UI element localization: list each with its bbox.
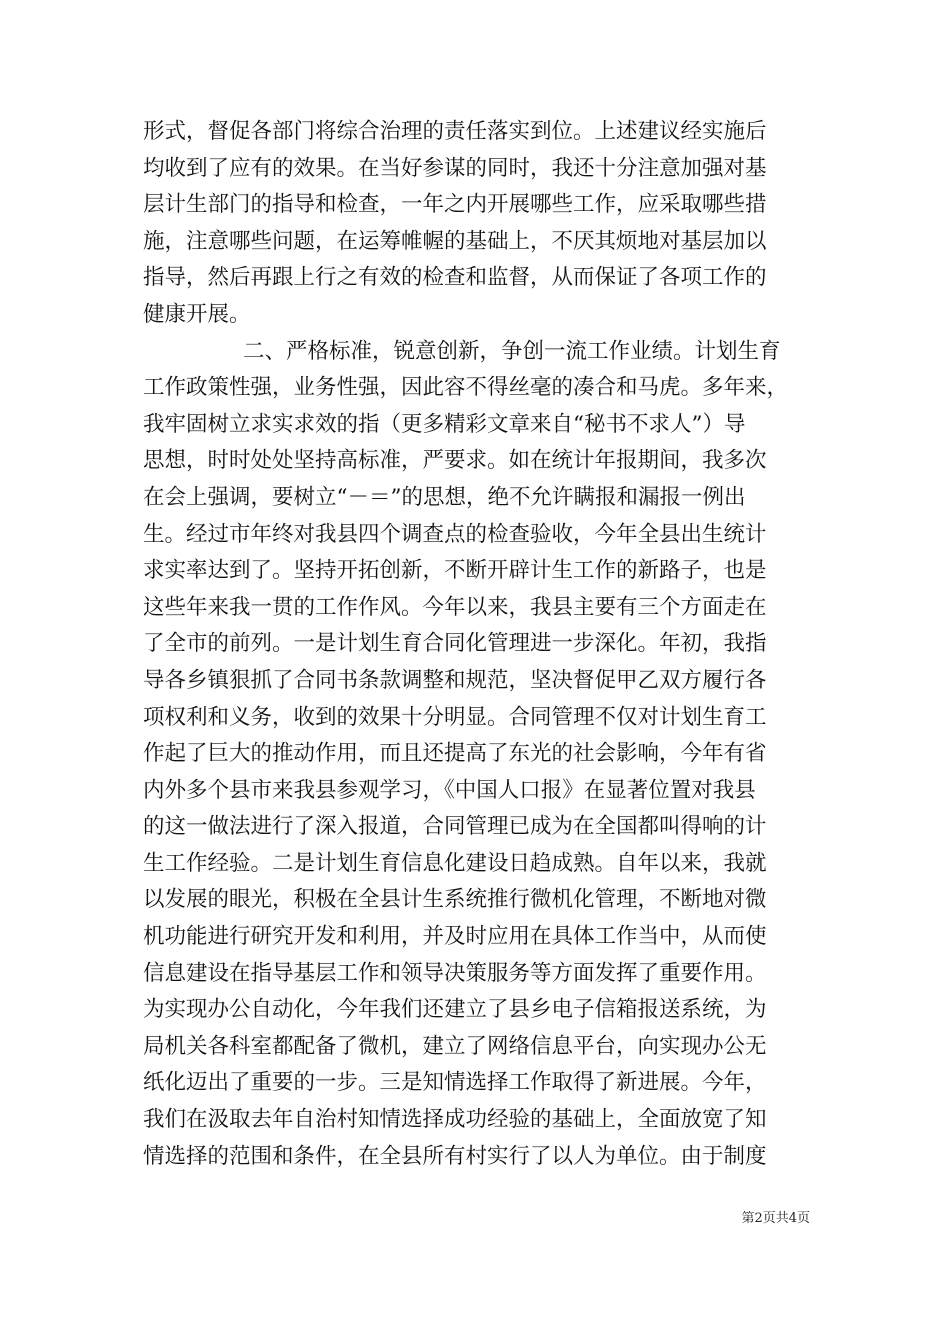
text-line: 机功能进行研究开发和利用，并及时应用在具体工作当中，从而使: [143, 924, 767, 950]
text-line: 作起了巨大的推动作用，而且还提高了东光的社会影响，今年有省: [143, 741, 767, 767]
text-line: 了全市的前列。一是计划生育合同化管理进一步深化。年初，我指: [143, 631, 767, 657]
text-line: 这些年来我一贯的工作作风。今年以来，我县主要有三个方面走在: [143, 594, 767, 620]
text-line: 生工作经验。二是计划生育信息化建设日趋成熟。自年以来，我就: [143, 850, 767, 876]
text-line: 信息建设在指导基层工作和领导决策服务等方面发挥了重要作用。: [143, 960, 767, 986]
text-line: 生。经过市年终对我县四个调查点的检查验收，今年全县出生统计: [143, 521, 767, 547]
text-line: 我们在汲取去年自治村知情选择成功经验的基础上，全面放宽了知: [143, 1107, 767, 1133]
text-line: 我牢固树立求实求效的指（更多精彩文章来自“秘书不求人”）导: [143, 411, 746, 437]
text-line: 导各乡镇狠抓了合同书条款调整和规范，坚决督促甲乙双方履行各: [143, 667, 767, 693]
text-line: 指导，然后再跟上行之有效的检查和监督，从而保证了各项工作的: [143, 265, 767, 291]
text-line: 在会上强调，要树立“－＝”的思想，绝不允许瞒报和漏报一例出: [143, 484, 746, 510]
text-line: 内外多个县市来我县参观学习，《中国人口报》在显著位置对我县: [143, 777, 756, 803]
text-line: 情选择的范围和条件，在全县所有村实行了以人为单位。由于制度: [143, 1143, 767, 1169]
page-number-footer: 第2页共4页: [741, 1211, 810, 1226]
text-line: 的这一做法进行了深入报道，合同管理已成为在全国都叫得响的计: [143, 814, 767, 840]
text-line: 纸化迈出了重要的一步。三是知情选择工作取得了新进展。今年，: [143, 1070, 767, 1096]
text-line: 思想，时时处处坚持高标准，严要求。如在统计年报期间，我多次: [143, 448, 767, 474]
text-line: 施，注意哪些问题，在运筹帷幄的基础上，不厌其烦地对基层加以: [143, 228, 767, 254]
text-line: 局机关各科室都配备了微机，建立了网络信息平台，向实现办公无: [143, 1033, 767, 1059]
text-line: 求实率达到了。坚持开拓创新，不断开辟计生工作的新路子，也是: [143, 558, 767, 584]
text-line: 健康开展。: [143, 301, 251, 327]
text-line: 为实现办公自动化，今年我们还建立了县乡电子信箱报送系统，为: [143, 997, 767, 1023]
text-line: 以发展的眼光，积极在全县计生系统推行微机化管理，不断地对微: [143, 887, 767, 913]
text-line: 均收到了应有的效果。在当好参谋的同时，我还十分注意加强对基: [143, 155, 767, 181]
document-body: [143, 114, 813, 1175]
text-line: 形式，督促各部门将综合治理的责任落实到位。上述建议经实施后: [143, 119, 767, 144]
text-line: 工作政策性强，业务性强，因此容不得丝毫的凑合和马虎。多年来，: [143, 375, 789, 401]
text-line: 层计生部门的指导和检查，一年之内开展哪些工作，应采取哪些措: [143, 192, 767, 218]
text-line: 项权利和义务，收到的效果十分明显。合同管理不仅对计划生育工: [143, 704, 767, 730]
section-heading-line: 二、严格标准，锐意创新，争创一流工作业绩。计划生育: [243, 338, 781, 364]
